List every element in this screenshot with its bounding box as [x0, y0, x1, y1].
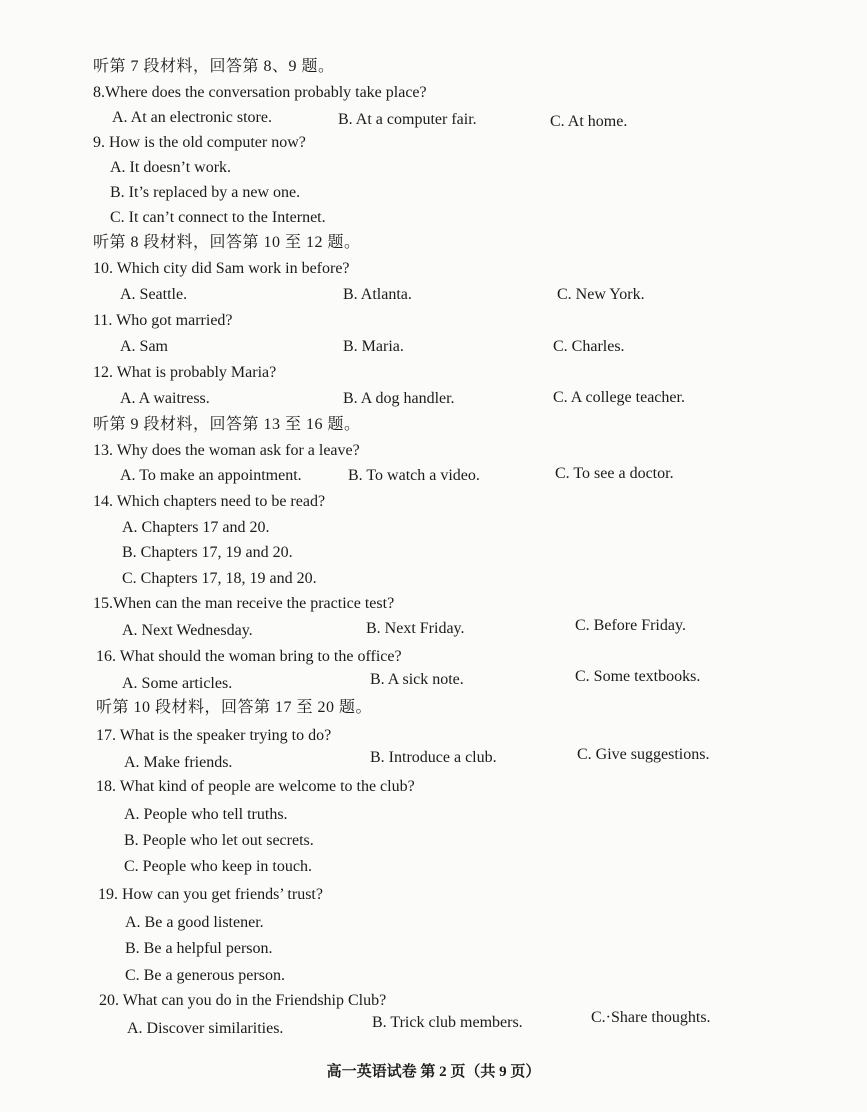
question-12-stem: 12. What is probably Maria?	[93, 364, 277, 381]
question-19-stem: 19. How can you get friends’ trust?	[98, 886, 323, 903]
question-12-option-b: B. A dog handler.	[343, 390, 455, 407]
question-10-option-b: B. Atlanta.	[343, 286, 412, 303]
question-9-option-b: B. It’s replaced by a new one.	[110, 184, 301, 201]
question-13-option-a: A. To make an appointment.	[120, 467, 302, 484]
section-heading-9: 听第 9 段材料，回答第 13 至 16 题。	[93, 416, 361, 433]
question-17-option-c: C. Give suggestions.	[577, 746, 710, 763]
question-14-option-c: C. Chapters 17, 18, 19 and 20.	[122, 570, 317, 587]
question-9-stem: 9. How is the old computer now?	[93, 134, 306, 151]
question-15-option-a: A. Next Wednesday.	[122, 622, 253, 639]
question-17-option-b: B. Introduce a club.	[370, 749, 497, 766]
question-20-option-a: A. Discover similarities.	[127, 1020, 284, 1037]
question-11-stem: 11. Who got married?	[93, 312, 233, 329]
question-13-option-c: C. To see a doctor.	[555, 465, 674, 482]
question-10-option-a: A. Seattle.	[120, 286, 188, 303]
section-heading-8: 听第 8 段材料，回答第 10 至 12 题。	[93, 234, 361, 251]
question-16-option-b: B. A sick note.	[370, 671, 464, 688]
question-19-option-a: A. Be a good listener.	[125, 914, 264, 931]
question-11-option-b: B. Maria.	[343, 338, 404, 355]
question-10-option-c: C. New York.	[557, 286, 645, 303]
question-18-option-b: B. People who let out secrets.	[124, 832, 314, 849]
question-18-stem: 18. What kind of people are welcome to the club?	[96, 778, 415, 795]
question-15-stem: 15.When can the man receive the practice test?	[93, 595, 395, 612]
page-footer: 高一英语试卷 第 2 页（共 9 页）	[326, 1064, 541, 1080]
question-8-option-b: B. At a computer fair.	[338, 111, 477, 128]
question-18-option-a: A. People who tell truths.	[124, 806, 288, 823]
question-12-option-c: C. A college teacher.	[553, 389, 685, 406]
question-18-option-c: C. People who keep in touch.	[124, 858, 312, 875]
question-16-option-a: A. Some articles.	[122, 675, 233, 692]
question-14-option-a: A. Chapters 17 and 20.	[122, 519, 270, 536]
question-20-stem: 20. What can you do in the Friendship Club?	[99, 992, 387, 1009]
question-12-option-a: A. A waitress.	[120, 390, 210, 407]
question-9-option-c: C. It can’t connect to the Internet.	[110, 209, 326, 226]
question-9-option-a: A. It doesn’t work.	[110, 159, 232, 176]
section-heading-10: 听第 10 段材料，回答第 17 至 20 题。	[96, 699, 373, 716]
question-17-option-a: A. Make friends.	[124, 754, 233, 771]
question-19-option-b: B. Be a helpful person.	[125, 940, 273, 957]
question-8-option-a: A. At an electronic store.	[112, 109, 272, 126]
question-14-stem: 14. Which chapters need to be read?	[93, 493, 326, 510]
question-11-option-c: C. Charles.	[553, 338, 625, 355]
question-13-stem: 13. Why does the woman ask for a leave?	[93, 442, 360, 459]
section-heading-7: 听第 7 段材料，回答第 8、9 题。	[93, 58, 335, 75]
question-8-stem: 8.Where does the conversation probably take place?	[93, 84, 427, 101]
question-20-option-c: C.·Share thoughts.	[591, 1009, 711, 1026]
question-16-option-c: C. Some textbooks.	[575, 668, 701, 685]
question-15-option-c: C. Before Friday.	[575, 617, 686, 634]
question-20-option-b: B. Trick club members.	[372, 1014, 523, 1031]
question-13-option-b: B. To watch a video.	[348, 467, 480, 484]
question-10-stem: 10. Which city did Sam work in before?	[93, 260, 350, 277]
question-8-option-c: C. At home.	[550, 113, 628, 130]
question-19-option-c: C. Be a generous person.	[125, 967, 285, 984]
question-15-option-b: B. Next Friday.	[366, 620, 465, 637]
question-16-stem: 16. What should the woman bring to the office?	[96, 648, 402, 665]
question-17-stem: 17. What is the speaker trying to do?	[96, 727, 332, 744]
question-11-option-a: A. Sam	[120, 338, 168, 355]
question-14-option-b: B. Chapters 17, 19 and 20.	[122, 544, 293, 561]
